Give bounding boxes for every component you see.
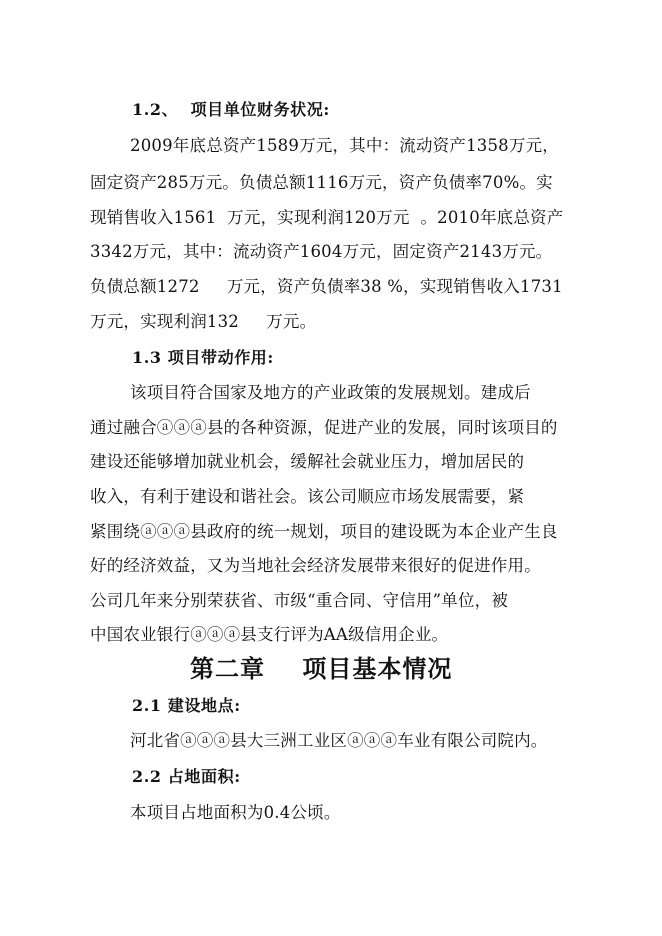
section-2-1-heading: 2.1 建设地点: <box>132 696 241 715</box>
section-2-2-heading: 2.2 占地面积: <box>132 767 241 786</box>
paragraph-line: 3342万元，其中：流动资产1604万元，固定资产2143万元。 <box>90 242 553 261</box>
paragraph-line: 收入，有利于建设和谐社会。该公司顺应市场发展需要，紧 <box>90 487 525 506</box>
paragraph-line: 通过融合ⓐⓐⓐ县的各种资源，促进产业的发展，同时该项目的 <box>90 418 558 437</box>
paragraph-line: 好的经济效益，又为当地社会经济发展带来很好的促进作用。 <box>90 556 541 575</box>
paragraph-line: 建设还能够增加就业机会，缓解社会就业压力，增加居民的 <box>90 452 525 471</box>
paragraph-line: 本项目占地面积为0.4公顷。 <box>130 803 341 822</box>
paragraph-line: 固定资产285万元。负债总额1116万元，资产负债率70%。实 <box>90 173 553 192</box>
chapter-2-title: 第二章 项目基本情况 <box>190 654 453 683</box>
paragraph-line: 中国农业银行ⓐⓐⓐ县支行评为AA级信用企业。 <box>90 625 449 644</box>
section-1-3-heading: 1.3 项目带动作用: <box>132 348 274 367</box>
paragraph-line: 万元，实现利润132 万元。 <box>90 312 317 331</box>
paragraph-line: 公司几年来分别荣获省、市级“重合同、守信用”单位，被 <box>90 591 509 610</box>
paragraph-line: 该项目符合国家及地方的产业政策的发展规划。建成后 <box>130 383 531 402</box>
paragraph-line: 河北省ⓐⓐⓐ县大三洲工业区ⓐⓐⓐ车业有限公司院内。 <box>130 731 548 750</box>
section-1-2-heading: 1.2、 项目单位财务状况: <box>132 100 330 119</box>
paragraph-line: 负债总额1272 万元，资产负债率38 %，实现销售收入1731 <box>90 277 563 296</box>
paragraph-line: 紧围绕ⓐⓐⓐ县政府的统一规划，项目的建设既为本企业产生良 <box>90 522 558 541</box>
paragraph-line: 2009年底总资产1589万元，其中：流动资产1358万元， <box>130 136 559 155</box>
paragraph-line: 现销售收入1561 万元，实现利润120万元 。2010年底总资产 <box>90 208 564 227</box>
